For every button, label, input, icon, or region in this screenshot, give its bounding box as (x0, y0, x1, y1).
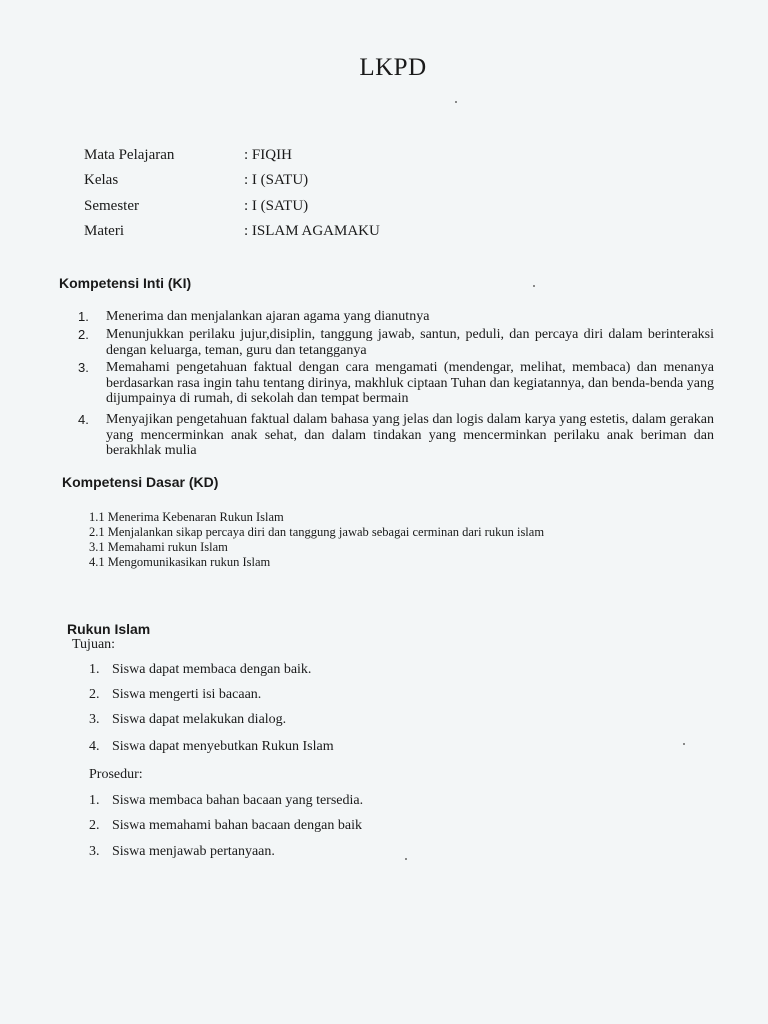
info-row-material (84, 223, 380, 240)
tujuan-item (89, 712, 286, 728)
ki-item-text: Menunjukkan perilaku jujur,disiplin, tanggung jawab, santun, peduli, dan percaya diri dalam berinteraksi dengan keluarga, teman, guru dan tetangganya (106, 327, 714, 358)
ki-item-number: 3. (78, 360, 89, 375)
info-row-class (84, 172, 308, 189)
ki-item (78, 412, 714, 459)
tujuan-text: Siswa dapat menyebutkan Rukun Islam (112, 739, 334, 754)
scan-speck (405, 858, 407, 860)
info-label: Materi (84, 223, 124, 239)
prosedur-item (89, 844, 275, 860)
info-label: Mata Pelajaran (84, 147, 175, 163)
tujuan-text: Siswa dapat melakukan dialog. (112, 712, 287, 727)
scan-speck (533, 285, 535, 287)
prosedur-text: Siswa menjawab pertanyaan. (112, 844, 275, 859)
info-value: : FIQIH (244, 147, 292, 163)
scan-speck (683, 743, 685, 745)
info-label: Kelas (84, 172, 119, 188)
kd-item: 2.1 Menjalankan sikap percaya diri dan tanggung jawab sebagai cerminan dari rukun islam (89, 525, 545, 539)
ki-item-text: Memahami pengetahuan faktual dengan cara mengamati (mendengar, melihat, membaca) dan menanya berdasarkan rasa ingin tahu tentang dirinya, makhluk ciptaan Tuhan dan kegiatannya, dan benda-benda yang dijumpainya di rumah, di sekolah dan tempat bermain (106, 360, 714, 406)
info-row-semester (84, 198, 308, 215)
tujuan-number: 4. (89, 739, 100, 754)
ki-item-text: Menyajikan pengetahuan faktual dalam bahasa yang jelas dan logis dalam karya yang estetis, dalam gerakan yang mencerminkan anak sehat, dan dalam tindakan yang mencerminkan perilaku anak beriman dan berakhlak mulia (106, 412, 714, 458)
tujuan-number: 1. (89, 662, 100, 677)
tujuan-item (89, 687, 261, 703)
ki-item (78, 360, 714, 407)
tujuan-label: Tujuan: (72, 637, 116, 652)
prosedur-item (89, 818, 362, 834)
info-value: : I (SATU) (244, 172, 309, 188)
prosedur-text: Siswa memahami bahan bacaan dengan baik (112, 818, 362, 833)
prosedur-number: 1. (89, 793, 100, 808)
prosedur-number: 3. (89, 844, 100, 859)
scan-speck (455, 101, 457, 103)
ki-heading: Kompetensi Inti (KI) (59, 275, 192, 291)
document-title: LKPD (359, 54, 427, 81)
tujuan-number: 3. (89, 712, 100, 727)
tujuan-item (89, 739, 334, 755)
info-label: Semester (84, 198, 139, 214)
info-value: : I (SATU) (244, 198, 309, 214)
ki-item (78, 327, 714, 358)
ki-item-text: Menerima dan menjalankan ajaran agama yang dianutnya (106, 309, 430, 324)
kd-heading: Kompetensi Dasar (KD) (62, 474, 219, 490)
kd-item: 3.1 Memahami rukun Islam (89, 540, 228, 554)
ki-item (78, 309, 714, 325)
prosedur-label: Prosedur: (89, 767, 143, 782)
tujuan-text: Siswa dapat membaca dengan baik. (112, 662, 312, 677)
info-row-subject (84, 147, 292, 164)
tujuan-number: 2. (89, 687, 100, 702)
prosedur-text: Siswa membaca bahan bacaan yang tersedia. (112, 793, 364, 808)
kd-item: 4.1 Mengomunikasikan rukun Islam (89, 555, 271, 569)
ki-item-number: 2. (78, 327, 89, 342)
prosedur-item (89, 793, 363, 809)
tujuan-item (89, 662, 311, 678)
ki-item-number: 1. (78, 309, 89, 324)
prosedur-number: 2. (89, 818, 100, 833)
ki-item-number: 4. (78, 412, 89, 427)
tujuan-text: Siswa mengerti isi bacaan. (112, 687, 262, 702)
info-value: : ISLAM AGAMAKU (244, 223, 380, 239)
rukun-heading: Rukun Islam (67, 621, 151, 637)
kd-item: 1.1 Menerima Kebenaran Rukun Islam (89, 510, 284, 524)
